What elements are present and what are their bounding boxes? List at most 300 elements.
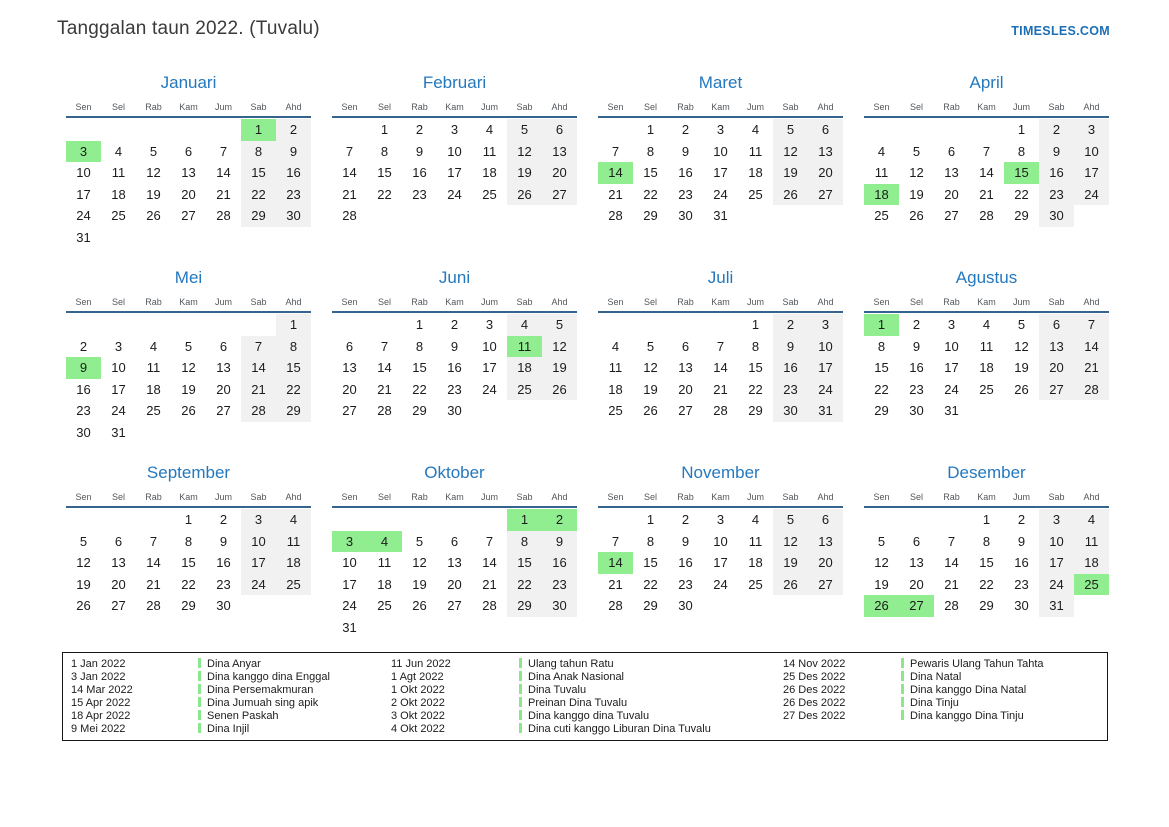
day-cell: 14 xyxy=(1074,336,1109,358)
day-cell: 16 xyxy=(678,555,693,570)
day-cell: 8 xyxy=(646,533,655,549)
empty-cell xyxy=(367,509,402,531)
day-cell: 7 xyxy=(485,533,494,549)
day-cell: 9 xyxy=(542,531,577,553)
day-cell: 27 xyxy=(1039,379,1074,401)
day-of-week-header: Kam xyxy=(711,102,730,112)
day-cell: 29 xyxy=(979,598,994,613)
empty-cell xyxy=(738,595,773,617)
day-cell: 3 xyxy=(716,512,725,527)
legend-empty-cell xyxy=(783,723,901,736)
day-cell: 21 xyxy=(944,576,959,592)
day-cell: 3 xyxy=(332,531,367,553)
day-cell: 18 xyxy=(864,184,899,206)
day-cell: 29 xyxy=(748,403,763,418)
holiday-tick-icon xyxy=(901,671,904,681)
empty-cell xyxy=(437,617,472,639)
day-cell: 9 xyxy=(66,357,101,379)
day-cell: 10 xyxy=(1039,531,1074,553)
month-grid xyxy=(332,488,577,638)
empty-cell xyxy=(598,509,633,531)
day-of-week-header: Kam xyxy=(179,297,198,307)
empty-cell xyxy=(633,422,668,444)
holiday-tick-icon xyxy=(901,697,904,707)
day-of-week-header: Kam xyxy=(445,492,464,502)
day-cell: 1 xyxy=(415,317,424,332)
day-cell: 24 xyxy=(111,403,126,418)
day-of-week-header: Rab xyxy=(411,492,428,502)
day-of-week-header: Jum xyxy=(746,297,764,307)
day-cell: 8 xyxy=(877,338,886,354)
empty-cell xyxy=(773,227,808,249)
day-cell: 12 xyxy=(874,555,889,570)
day-cell: 7 xyxy=(947,533,956,549)
empty-cell xyxy=(402,205,437,227)
holiday-tick-icon xyxy=(901,710,904,720)
day-cell: 29 xyxy=(412,403,427,418)
month-header-rule xyxy=(66,116,311,118)
empty-cell xyxy=(1004,422,1039,444)
holiday-tick-icon xyxy=(198,684,201,694)
empty-cell xyxy=(864,227,899,249)
day-cell: 11 xyxy=(979,338,994,354)
day-cell: 26 xyxy=(146,208,161,223)
day-cell: 26 xyxy=(542,379,577,401)
legend-date: 1 Okt 2022 xyxy=(391,683,445,696)
day-cell: 30 xyxy=(909,403,924,418)
month-oktober xyxy=(332,462,577,638)
empty-cell xyxy=(934,617,969,639)
empty-cell xyxy=(101,314,136,336)
day-of-week-header: Sel xyxy=(111,492,125,502)
day-cell: 13 xyxy=(342,360,357,375)
empty-cell xyxy=(864,509,899,531)
day-cell: 26 xyxy=(643,403,658,418)
day-cell: 7 xyxy=(716,338,725,354)
day-cell: 30 xyxy=(542,595,577,617)
day-cell: 20 xyxy=(678,381,693,397)
day-cell: 20 xyxy=(447,576,462,592)
empty-cell xyxy=(66,509,101,531)
day-cell: 9 xyxy=(773,336,808,358)
day-cell: 17 xyxy=(713,555,728,570)
empty-cell xyxy=(402,509,437,531)
site-link[interactable]: TIMESLES.COM xyxy=(1011,24,1110,38)
empty-cell xyxy=(773,595,808,617)
day-cell: 31 xyxy=(342,619,357,635)
day-of-week-header: Sab xyxy=(1048,492,1065,502)
day-of-week-header: Jum xyxy=(480,297,498,307)
month-grid xyxy=(598,488,843,638)
day-cell: 23 xyxy=(678,186,693,202)
day-cell: 28 xyxy=(713,403,728,418)
day-cell: 21 xyxy=(216,186,231,202)
day-cell: 15 xyxy=(507,552,542,574)
day-cell: 9 xyxy=(1017,533,1026,549)
empty-cell xyxy=(773,617,808,639)
day-of-week-header: Ahd xyxy=(817,297,834,307)
day-cell: 26 xyxy=(909,208,924,223)
empty-cell xyxy=(969,227,1004,249)
day-cell: 23 xyxy=(1039,184,1074,206)
day-cell: 2 xyxy=(276,119,311,141)
day-cell: 6 xyxy=(808,509,843,531)
day-cell: 5 xyxy=(773,119,808,141)
legend-date: 18 Apr 2022 xyxy=(71,709,131,722)
month-september xyxy=(66,462,311,638)
day-cell: 24 xyxy=(713,576,728,592)
day-of-week-header: Sab xyxy=(250,492,267,502)
day-of-week-header: Sab xyxy=(250,102,267,112)
empty-cell xyxy=(598,617,633,639)
day-cell: 19 xyxy=(643,381,658,397)
day-cell: 15 xyxy=(748,360,763,375)
empty-cell xyxy=(899,509,934,531)
empty-cell xyxy=(738,205,773,227)
day-cell: 8 xyxy=(751,338,760,354)
day-cell: 25 xyxy=(146,403,161,418)
empty-cell xyxy=(773,422,808,444)
day-cell: 7 xyxy=(380,338,389,354)
day-cell: 31 xyxy=(713,208,728,223)
day-cell: 22 xyxy=(412,381,427,397)
day-cell: 1 xyxy=(751,317,760,332)
day-cell: 6 xyxy=(947,143,956,159)
empty-cell xyxy=(668,227,703,249)
day-cell: 21 xyxy=(979,186,994,202)
legend-label: Dina Jumuah sing apik xyxy=(198,697,391,710)
month-grid xyxy=(864,488,1109,638)
empty-cell xyxy=(542,227,577,249)
day-of-week-header: Sen xyxy=(75,102,92,112)
day-cell: 17 xyxy=(713,165,728,180)
day-cell: 20 xyxy=(808,552,843,574)
legend-label: Preinan Dina Tuvalu xyxy=(519,697,783,710)
day-cell: 14 xyxy=(377,360,392,375)
day-of-week-header: Sab xyxy=(782,492,799,502)
holiday-tick-icon xyxy=(901,684,904,694)
day-cell: 1 xyxy=(1017,122,1026,137)
day-of-week-header: Jum xyxy=(480,492,498,502)
day-cell: 27 xyxy=(808,574,843,596)
day-cell: 22 xyxy=(748,381,763,397)
empty-cell xyxy=(332,314,367,336)
empty-cell xyxy=(66,119,101,141)
day-cell: 10 xyxy=(1074,141,1109,163)
day-cell: 3 xyxy=(66,141,101,163)
day-cell: 10 xyxy=(482,338,497,354)
day-cell: 26 xyxy=(76,598,91,613)
day-of-week-header: Rab xyxy=(411,102,428,112)
day-cell: 23 xyxy=(447,381,462,397)
day-cell: 25 xyxy=(748,186,763,202)
day-cell: 13 xyxy=(542,141,577,163)
legend-date: 1 Jan 2022 xyxy=(71,658,126,670)
legend-date: 9 Mei 2022 xyxy=(71,722,126,735)
day-cell: 16 xyxy=(773,357,808,379)
day-cell: 6 xyxy=(808,119,843,141)
day-cell: 3 xyxy=(241,509,276,531)
day-cell: 5 xyxy=(79,533,88,549)
empty-cell xyxy=(472,227,507,249)
month-header-rule xyxy=(332,311,577,313)
legend-label: Senen Paskah xyxy=(198,710,391,723)
empty-cell xyxy=(633,227,668,249)
day-cell: 13 xyxy=(808,141,843,163)
day-cell: 25 xyxy=(276,574,311,596)
day-cell: 2 xyxy=(79,338,88,354)
day-cell: 5 xyxy=(507,119,542,141)
day-cell: 19 xyxy=(181,381,196,397)
day-cell: 31 xyxy=(1039,595,1074,617)
day-cell: 30 xyxy=(773,400,808,422)
holiday-tick-icon xyxy=(519,723,522,733)
day-cell: 29 xyxy=(643,208,658,223)
day-of-week-header: Sel xyxy=(111,297,125,307)
day-of-week-header: Ahd xyxy=(817,102,834,112)
day-cell: 11 xyxy=(482,143,497,159)
day-of-week-header: Ahd xyxy=(551,102,568,112)
empty-cell xyxy=(1004,617,1039,639)
day-of-week-header: Kam xyxy=(445,102,464,112)
empty-cell xyxy=(472,617,507,639)
day-cell: 10 xyxy=(111,360,126,375)
day-of-week-header: Jum xyxy=(746,492,764,502)
day-cell: 18 xyxy=(482,165,497,180)
day-cell: 23 xyxy=(773,379,808,401)
day-cell: 24 xyxy=(808,379,843,401)
day-cell: 26 xyxy=(412,598,427,613)
day-cell: 3 xyxy=(485,317,494,332)
month-title: Mei xyxy=(174,268,203,287)
empty-cell xyxy=(101,509,136,531)
day-cell: 13 xyxy=(216,360,231,375)
empty-cell xyxy=(668,617,703,639)
empty-cell xyxy=(1039,227,1074,249)
day-of-week-header: Ahd xyxy=(285,102,302,112)
day-cell: 24 xyxy=(1039,574,1074,596)
day-of-week-header: Sab xyxy=(516,102,533,112)
day-cell: 11 xyxy=(1074,531,1109,553)
month-grid xyxy=(66,488,311,638)
legend-label: Dina Tinju xyxy=(901,697,1107,710)
day-cell: 30 xyxy=(678,598,693,613)
day-cell: 18 xyxy=(111,186,126,202)
day-cell: 31 xyxy=(808,400,843,422)
day-cell: 15 xyxy=(377,165,392,180)
day-cell: 27 xyxy=(944,208,959,223)
empty-cell xyxy=(703,595,738,617)
day-cell: 9 xyxy=(912,338,921,354)
day-cell: 13 xyxy=(111,555,126,570)
day-cell: 22 xyxy=(979,576,994,592)
day-cell: 9 xyxy=(219,533,228,549)
empty-cell xyxy=(773,205,808,227)
empty-cell xyxy=(507,400,542,422)
day-cell: 7 xyxy=(149,533,158,549)
day-of-week-header: Rab xyxy=(145,102,162,112)
day-cell: 17 xyxy=(482,360,497,375)
day-cell: 24 xyxy=(482,381,497,397)
day-cell: 10 xyxy=(241,531,276,553)
legend-grid xyxy=(71,658,1107,735)
day-cell: 22 xyxy=(874,381,889,397)
empty-cell xyxy=(276,422,311,444)
day-cell: 14 xyxy=(598,552,633,574)
day-cell: 20 xyxy=(216,381,231,397)
day-cell: 4 xyxy=(982,317,991,332)
empty-cell xyxy=(472,509,507,531)
empty-cell xyxy=(1074,617,1109,639)
day-cell: 20 xyxy=(542,162,577,184)
legend-label: Dina Natal xyxy=(901,671,1107,684)
day-cell: 14 xyxy=(146,555,161,570)
day-of-week-header: Sen xyxy=(75,492,92,502)
month-title: Februari xyxy=(422,73,487,92)
day-cell: 29 xyxy=(507,595,542,617)
day-of-week-header: Ahd xyxy=(1083,102,1100,112)
day-cell: 3 xyxy=(450,122,459,137)
day-of-week-header: Sab xyxy=(250,297,267,307)
day-cell: 22 xyxy=(643,576,658,592)
day-cell: 24 xyxy=(447,186,462,202)
empty-cell xyxy=(136,314,171,336)
day-of-week-header: Jum xyxy=(1012,297,1030,307)
day-cell: 25 xyxy=(874,208,889,223)
empty-cell xyxy=(367,205,402,227)
day-cell: 10 xyxy=(944,338,959,354)
day-cell: 16 xyxy=(542,552,577,574)
day-cell: 9 xyxy=(1039,141,1074,163)
day-cell: 15 xyxy=(643,555,658,570)
day-of-week-header: Sab xyxy=(782,102,799,112)
day-cell: 28 xyxy=(979,208,994,223)
day-cell: 11 xyxy=(146,360,161,375)
day-cell: 26 xyxy=(864,595,899,617)
empty-cell xyxy=(507,422,542,444)
empty-cell xyxy=(437,227,472,249)
day-cell: 13 xyxy=(181,165,196,180)
day-cell: 16 xyxy=(678,165,693,180)
empty-cell xyxy=(864,422,899,444)
month-title: Januari xyxy=(160,73,217,92)
day-cell: 22 xyxy=(377,186,392,202)
month-header-rule xyxy=(864,116,1109,118)
day-cell: 5 xyxy=(646,338,655,354)
empty-cell xyxy=(934,119,969,141)
empty-cell xyxy=(969,119,1004,141)
month-title: Juni xyxy=(438,268,471,287)
empty-cell xyxy=(66,314,101,336)
day-of-week-header: Kam xyxy=(711,492,730,502)
day-cell: 12 xyxy=(76,555,91,570)
day-of-week-header: Rab xyxy=(943,102,960,112)
day-of-week-header: Jum xyxy=(214,492,232,502)
empty-cell xyxy=(738,422,773,444)
day-cell: 3 xyxy=(808,314,843,336)
legend-label: Dina cuti kanggo Liburan Dina Tuvalu xyxy=(519,723,783,736)
day-of-week-header: Ahd xyxy=(1083,492,1100,502)
day-cell: 1 xyxy=(646,512,655,527)
holiday-tick-icon xyxy=(198,658,201,668)
day-cell: 9 xyxy=(681,143,690,159)
holiday-tick-icon xyxy=(901,658,904,668)
empty-cell xyxy=(598,119,633,141)
empty-cell xyxy=(276,595,311,617)
legend-empty-cell xyxy=(901,723,1107,736)
legend-date: 25 Des 2022 xyxy=(783,670,846,683)
month-juni xyxy=(332,267,577,443)
day-cell: 30 xyxy=(1039,205,1074,227)
day-cell: 20 xyxy=(808,162,843,184)
day-cell: 23 xyxy=(542,574,577,596)
day-cell: 18 xyxy=(276,552,311,574)
day-cell: 19 xyxy=(874,576,889,592)
day-cell: 7 xyxy=(345,143,354,159)
day-cell: 8 xyxy=(415,338,424,354)
day-cell: 2 xyxy=(912,317,921,332)
day-cell: 13 xyxy=(1039,336,1074,358)
month-desember xyxy=(864,462,1109,638)
month-agustus xyxy=(864,267,1109,443)
day-cell: 31 xyxy=(944,403,959,418)
day-cell: 24 xyxy=(944,381,959,397)
month-title: April xyxy=(969,73,1004,92)
day-cell: 16 xyxy=(276,162,311,184)
month-mei xyxy=(66,267,311,443)
day-cell: 23 xyxy=(678,576,693,592)
day-cell: 21 xyxy=(482,576,497,592)
empty-cell xyxy=(633,314,668,336)
day-cell: 1 xyxy=(982,512,991,527)
day-of-week-header: Rab xyxy=(145,297,162,307)
day-of-week-header: Jum xyxy=(1012,492,1030,502)
day-of-week-header: Rab xyxy=(677,492,694,502)
day-cell: 4 xyxy=(751,512,760,527)
empty-cell xyxy=(332,422,367,444)
empty-cell xyxy=(808,205,843,227)
empty-cell xyxy=(402,617,437,639)
day-cell: 20 xyxy=(909,576,924,592)
day-cell: 25 xyxy=(377,598,392,613)
day-cell: 19 xyxy=(507,162,542,184)
month-februari xyxy=(332,72,577,248)
day-cell: 5 xyxy=(1017,317,1026,332)
day-of-week-header: Kam xyxy=(179,102,198,112)
empty-cell xyxy=(1039,422,1074,444)
empty-cell xyxy=(507,205,542,227)
legend-label: Dina kanggo Dina Tinju xyxy=(901,710,1107,723)
month-title: Juli xyxy=(707,268,734,287)
day-cell: 4 xyxy=(149,338,158,354)
day-cell: 2 xyxy=(1017,512,1026,527)
day-of-week-header: Jum xyxy=(746,102,764,112)
day-cell: 27 xyxy=(678,403,693,418)
day-cell: 25 xyxy=(111,208,126,223)
day-cell: 19 xyxy=(909,186,924,202)
holiday-tick-icon xyxy=(519,671,522,681)
empty-cell xyxy=(633,617,668,639)
day-cell: 27 xyxy=(899,595,934,617)
day-cell: 21 xyxy=(146,576,161,592)
empty-cell xyxy=(899,422,934,444)
day-cell: 28 xyxy=(216,208,231,223)
day-cell: 21 xyxy=(342,186,357,202)
day-of-week-header: Jum xyxy=(1012,102,1030,112)
day-cell: 28 xyxy=(608,598,623,613)
day-cell: 21 xyxy=(608,576,623,592)
day-cell: 13 xyxy=(447,555,462,570)
